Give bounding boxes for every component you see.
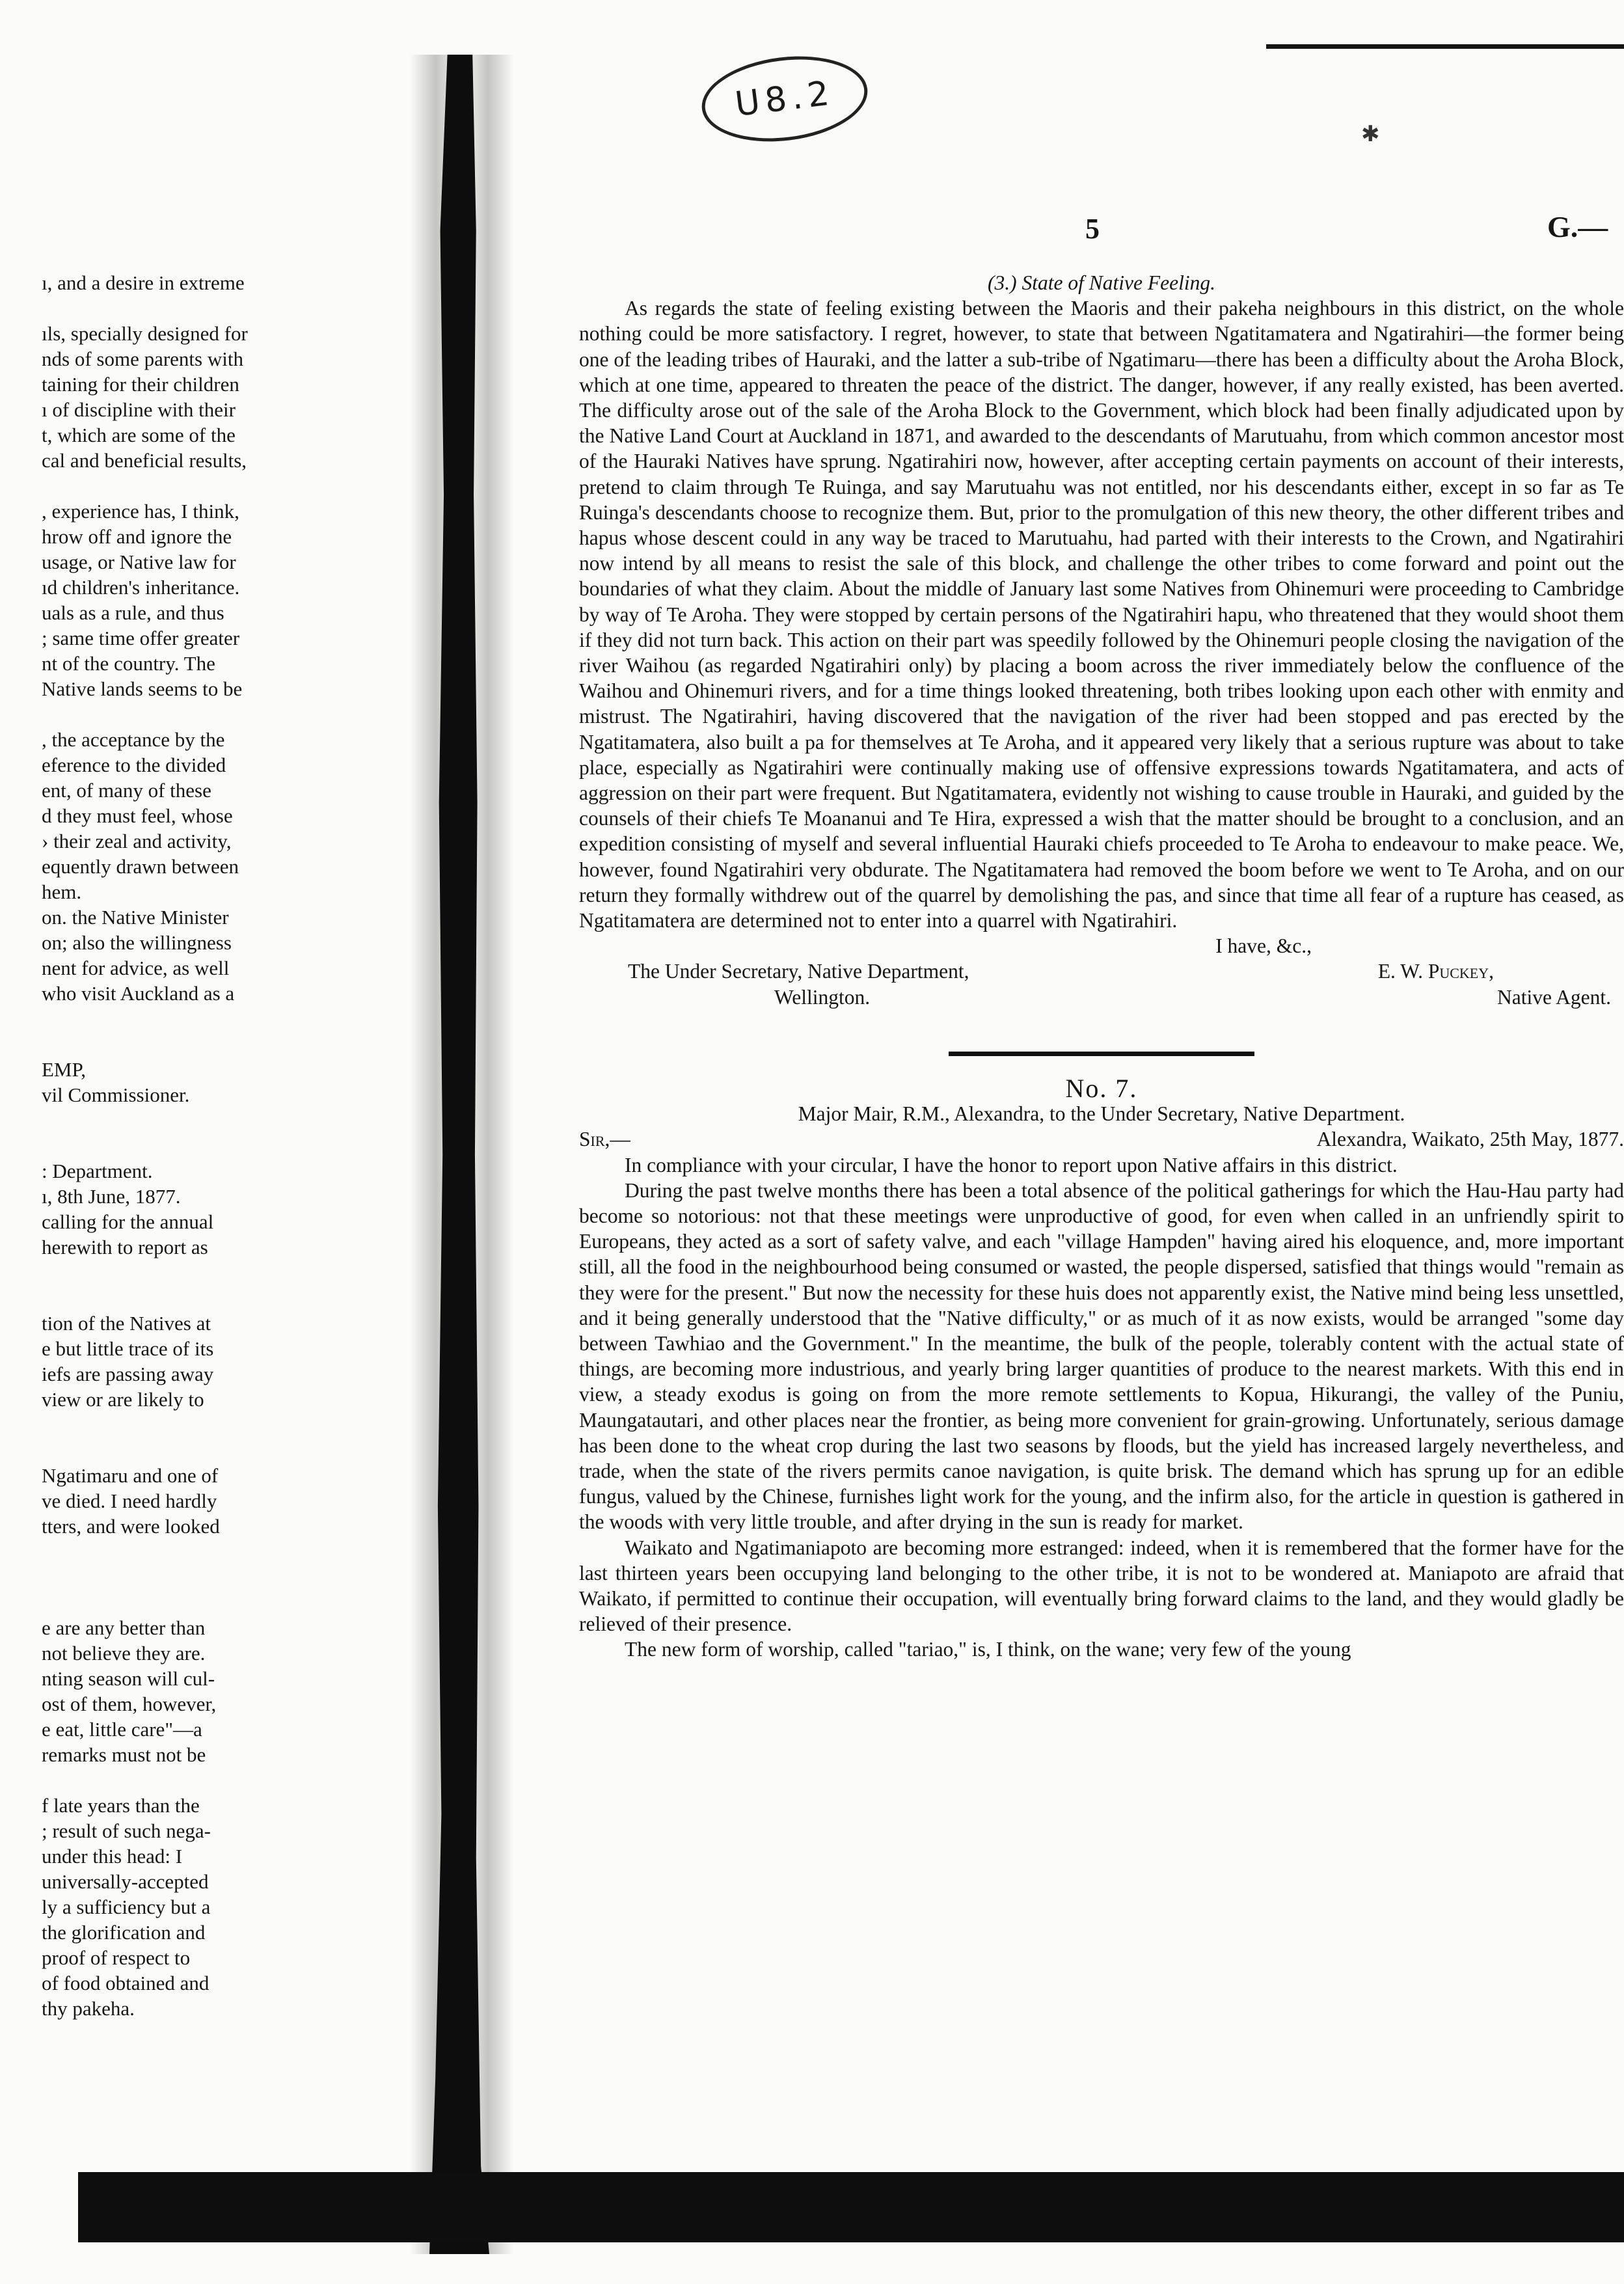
left-fragment-line: › their zeal and activity, (42, 830, 232, 852)
left-fragment-line: ve died. I need hardly (42, 1489, 217, 1512)
left-fragment-line: hem. (42, 880, 82, 903)
left-fragment-line: ; same time offer greater (42, 627, 240, 649)
left-fragment-line: ı, and a desire in extreme (42, 271, 245, 294)
left-fragment-line (42, 1006, 406, 1031)
left-fragment-line (42, 1767, 406, 1793)
left-fragment-line: under this head: I (42, 1845, 183, 1868)
left-fragment-line: e eat, little care"—a (42, 1718, 202, 1741)
signature-row-2 (579, 985, 1624, 1010)
left-fragment-line: nt of the country. The (42, 652, 215, 675)
left-fragment-line: e but little trace of its (42, 1337, 214, 1360)
left-fragment-line: , the acceptance by the (42, 728, 225, 751)
letter-from-line: Major Mair, R.M., Alexandra, to the Under Secretary, Native Department. (798, 1102, 1405, 1126)
place-date: Alexandra, Waikato, 25th May, 1877. (1316, 1128, 1624, 1151)
left-fragment-line (42, 1133, 406, 1158)
annotation-text: U8.2 (733, 73, 837, 125)
left-fragment-line: ı, 8th June, 1877. (42, 1185, 181, 1208)
left-fragment-line (42, 1590, 406, 1615)
salutation-row (579, 1126, 1624, 1152)
left-fragment-line: proof of respect to (42, 1946, 191, 1969)
left-fragment-line: view or are likely to (42, 1388, 204, 1411)
left-fragment-line: , experience has, I think, (42, 500, 239, 523)
left-fragment-line: equently drawn between (42, 855, 239, 878)
left-fragment-line: universally-accepted (42, 1870, 209, 1893)
left-fragment-line: f late years than the (42, 1794, 200, 1817)
left-fragment-line: d they must feel, whose (42, 804, 233, 827)
left-fragment-line: ı of discipline with their (42, 398, 236, 421)
ink-blot: ✱ (1361, 122, 1380, 146)
signature: E. W. Puckey, (1377, 960, 1494, 983)
left-fragment-line (42, 1108, 406, 1133)
letter-number: No. 7. (1065, 1073, 1138, 1103)
left-fragment-line (42, 1412, 406, 1437)
left-fragment-line: cal and beneficial results, (42, 449, 247, 472)
left-fragment-line (42, 1285, 406, 1311)
left-fragment-line: ıls, specially designed for (42, 322, 248, 345)
left-fragment-line: usage, or Native law for (42, 551, 236, 573)
left-fragment-line: thy pakeha. (42, 1997, 135, 2020)
left-fragment-line: ent, of many of these (42, 779, 211, 802)
letter-paragraph-3: Waikato and Ngatimaniapoto are becoming more estranged: indeed, when it is remembered that the former have for the last thirteen years been occupying land belonging to the other tribe, it is not to be wondered at. Maniapoto are afraid that Waikato, if permitted to continue their occupation, will eventually bring forward claims to the land, and they would gladly be relieved of their presence. (579, 1536, 1624, 1636)
letter-paragraph-2: During the past twelve months there has been a total absence of the political gatherings for which the Hau-Hau party had become so notorious: not that these meetings were unproductive of good, for even when called in an unfriendly spirit to Europeans, they acted as a sort of safety valve, and each "village Hampden" having aired his eloquence, and, more important still, all the food in the neighbourhood being consumed or wasted, the people dispersed, satisfied that things would "remain as they were for the present." But now the necessity for these huis does not apparently exist, the Native mind being less unsettled, and it being generally understood that the "Native difficulty," or as much of it as now exists, would be arranged "some day between Tawhiao and the Government." In the meantime, the bulk of the people, tolerably content with the actual state of things, are becoming more industrious, and yearly bring larger quantities of produce to the nearest markets. With this end in view, a steady exodus is going on from the more remote settlements to Kopua, Hikurangi, the valley of the Puniu, Maungatautari, and other places near the frontier, as being more convenient for grain-growing. Unfortunately, serious damage has been done to the wheat crop during the last two seasons by floods, but the yield has increased largely nevertheless, and trade, when the state of the rivers permits canoe navigation, is quite brisk. The demand which has sprung up for an edible fungus, valued by the Chinese, furnishes light work for the young, and the infirm also, for the article in question is gathered in the woods with very little trouble, and after drying in the sun is ready for market. (579, 1178, 1624, 1534)
left-fragment-line: herewith to report as (42, 1236, 208, 1258)
addressee-line-2: Wellington. (774, 985, 871, 1009)
left-fragment-line: ıd children's inheritance. (42, 576, 240, 599)
left-fragment-line: ; result of such nega- (42, 1819, 211, 1842)
left-fragment-line: e are any better than (42, 1616, 206, 1639)
left-fragment-line: the glorification and (42, 1921, 206, 1944)
left-fragment-line: not believe they are. (42, 1642, 206, 1665)
left-page-fragment (42, 270, 406, 2021)
left-fragment-line: EMP, (42, 1058, 87, 1081)
left-fragment-line: nent for advice, as well (42, 957, 230, 979)
section-heading: (3.) State of Native Feeling. (988, 271, 1215, 294)
left-fragment-line (42, 701, 406, 727)
bottom-scan-edge (78, 2172, 1624, 2242)
left-fragment-line: nds of some parents with (42, 347, 243, 370)
left-fragment-line: on. the Native Minister (42, 906, 229, 929)
left-fragment-line: remarks must not be (42, 1743, 206, 1766)
left-fragment-line (42, 473, 406, 498)
signature-title: Native Agent. (1497, 985, 1611, 1009)
left-fragment-line: uals as a rule, and thus (42, 601, 224, 624)
section-divider (949, 1052, 1254, 1056)
left-fragment-line: taining for their children (42, 373, 239, 396)
signature-row (579, 958, 1624, 984)
page-number: 5 (1085, 213, 1100, 245)
left-fragment-line (42, 295, 406, 321)
salutation: Sir,— (579, 1128, 630, 1151)
left-fragment-line: vil Commissioner. (42, 1083, 190, 1106)
top-edge-rule (1266, 44, 1624, 49)
left-fragment-line: t, which are some of the (42, 424, 236, 446)
left-fragment-line (42, 1260, 406, 1285)
series-reference: G.— (1547, 210, 1608, 243)
closing: I have, &c., (1215, 934, 1312, 958)
left-fragment-line: eference to the divided (42, 754, 226, 776)
left-fragment-line: Native lands seems to be (42, 677, 243, 700)
left-fragment-line: tters, and were looked (42, 1515, 220, 1538)
left-fragment-line (42, 1031, 406, 1057)
left-fragment-line (42, 1437, 406, 1463)
letter-paragraph-1: In compliance with your circular, I have the honor to report upon Native affairs in this district. (625, 1153, 1398, 1176)
left-fragment-line (42, 1564, 406, 1590)
handwritten-annotation (697, 48, 873, 150)
left-fragment-line: : Department. (42, 1160, 153, 1182)
left-fragment-line: on; also the willingness (42, 931, 232, 954)
left-fragment-line: nting season will cul- (42, 1667, 215, 1690)
section3-paragraph: As regards the state of feeling existing between the Maoris and their pakeha neighbours in this district, on the whole nothing could be more satisfactory. I regret, however, to state that between Ngatitamatera and Ngatirahiri—the former being one of the leading tribes of Hauraki, and the latter a sub-tribe of Ngatimaru—there has been a difficulty about the Aroha Block, which at one time, appeared to threaten the peace of the district. The danger, however, if any really existed, has been averted. The difficulty arose out of the sale of the Aroha Block to the Government, which block had been finally adjudicated upon by the Native Land Court at Auckland in 1871, and awarded to the descendants of Marutuahu, from which common ancestor most of the Hauraki Natives have sprung. Ngatirahiri now, however, after accepting certain payments on account of their interests, pretend to claim through Te Ruinga, and say Marutuahu was not entitled, nor his descendants either, except in so far as Te Ruinga's descendants choose to recognize them. But, prior to the promulgation of this new theory, the other different tribes and hapus whose descent could in any way be traced to Marutuahu, had parted with their interests to the Crown, and Ngatirahiri now intend by all means to resist the sale of this block, and challenge the other tribes to come forward and point out the boundaries of what they claim. About the middle of January last some Natives from Ohinemuri were proceeding to Cambridge by way of Te Aroha. They were stopped by certain persons of the Ngatirahiri hapu, who threatened that they would shoot them if they did not turn back. This action on their part was speedily followed by the Ohinemuri people closing the navigation of the river Waihou (as regarded Ngatirahiri only) by placing a boom across the river immediately below the confluence of the Waihou and Ohinemuri rivers, and for a time things looked threatening, both tribes looking upon each other with enmity and mistrust. The Ngatirahiri, having discovered that the navigation of the river had been stopped and pas erected by the Ngatitamatera, also built a pa for themselves at Te Aroha, and it appeared very likely that a serious rupture was about to take place, especially as Ngatirahiri were continually making use of offensive expressions towards Ngatitamatera, and acts of aggression on their part were frequent. But Ngatitamatera, evidently not wishing to cause trouble in Hauraki, and guided by the counsels of their chiefs Te Moananui and Te Hira, expressed a wish that the matter should be brought to a conclusion, and an expedition consisting of myself and several influential Hauraki chiefs proceeded to Te Aroha to endeavour to make peace. We, however, found Ngatirahiri very obdurate. The Ngatitamatera had removed the boom before we went to Te Aroha, and on our return they formally withdrew out of the quarrel by demolishing the pas, and since that time all fear of a rupture has ceased, as Ngatitamatera are determined not to enter into a quarrel with Ngatirahiri. (579, 297, 1624, 932)
left-fragment-line: ly a sufficiency but a (42, 1896, 211, 1918)
left-fragment-line: tion of the Natives at (42, 1312, 211, 1335)
addressee-line-1: The Under Secretary, Native Department, (628, 960, 969, 983)
left-fragment-line: hrow off and ignore the (42, 525, 232, 548)
left-fragment-line: who visit Auckland as a (42, 982, 235, 1005)
main-page (579, 270, 1624, 1663)
left-fragment-line (42, 1539, 406, 1564)
left-fragment-line: of food obtained and (42, 1972, 210, 1994)
left-fragment-line: Ngatimaru and one of (42, 1464, 219, 1487)
left-fragment-line: ost of them, however, (42, 1693, 217, 1715)
left-fragment-line: calling for the annual (42, 1210, 214, 1233)
left-fragment-line: iefs are passing away (42, 1363, 214, 1385)
letter-paragraph-4: The new form of worship, called "tariao," is, I think, on the wane; very few of the young (625, 1638, 1351, 1661)
